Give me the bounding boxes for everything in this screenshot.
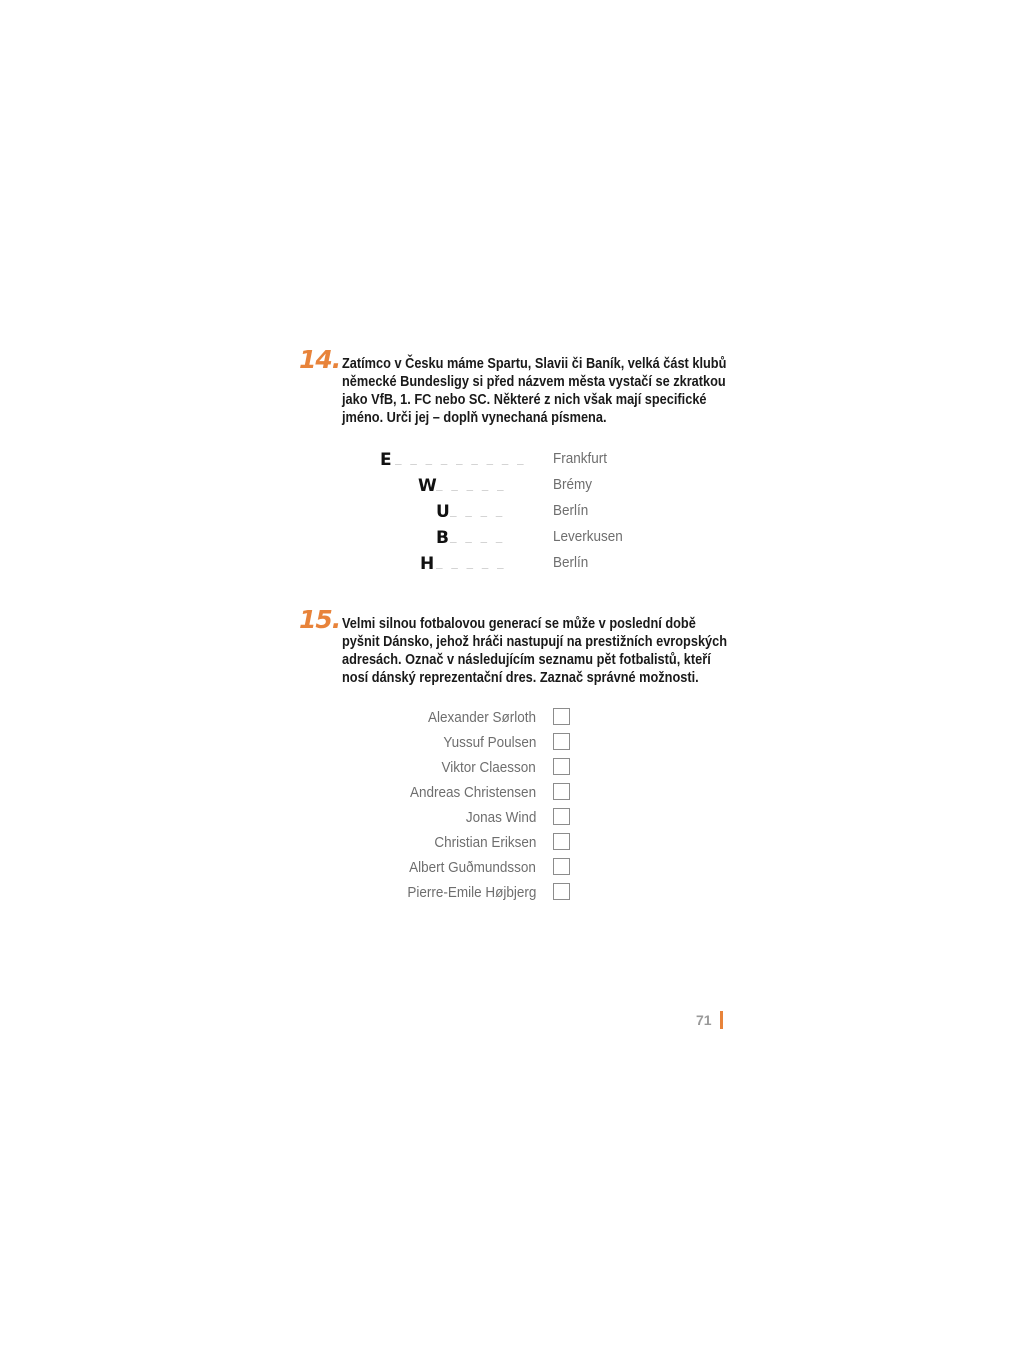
player-name: Viktor Claesson (441, 759, 536, 776)
player-name: Yussuf Poulsen (442, 734, 536, 751)
player-checkbox[interactable] (553, 758, 570, 775)
club-initial-letter: E (380, 450, 392, 470)
question-text-line: jako VfB, 1. FC nebo SC. Některé z nich však mají specifické (342, 392, 707, 408)
club-letter-blanks[interactable]: _ _ _ _ (450, 530, 504, 543)
question-15-number: 15. (299, 605, 341, 634)
question-text-line: německé Bundesligy si před názvem města vystačí se zkratkou (342, 374, 726, 390)
club-city: Brémy (553, 476, 593, 493)
club-fill-row[interactable] (0, 476, 700, 498)
club-city: Leverkusen (553, 528, 623, 545)
question-14-text (342, 355, 726, 427)
club-letter-blanks[interactable]: _ _ _ _ _ _ _ _ _ (395, 452, 525, 465)
club-fill-row[interactable] (0, 502, 700, 524)
question-14-number: 14. (299, 345, 341, 374)
page-number-accent-bar (720, 1011, 723, 1029)
club-initial-letter: W (418, 476, 437, 496)
player-checkbox[interactable] (553, 708, 570, 725)
player-name: Alexander Sørloth (427, 709, 536, 726)
player-checkbox[interactable] (553, 883, 570, 900)
club-fill-row[interactable] (0, 528, 700, 550)
player-name: Christian Eriksen (433, 834, 536, 851)
player-checkbox[interactable] (553, 808, 570, 825)
club-letter-blanks[interactable]: _ _ _ _ _ (436, 478, 505, 491)
player-checkbox[interactable] (553, 783, 570, 800)
question-text-line: adresách. Označ v následujícím seznamu pět fotbalistů, kteří (342, 652, 711, 668)
question-15-text (342, 615, 727, 687)
question-text-line: jméno. Urči jej – doplň vynechaná písmena. (342, 410, 607, 426)
question-text-line: Velmi silnou fotbalovou generací se může v poslední době (342, 616, 696, 632)
player-name: Jonas Wind (465, 809, 536, 826)
page-number: 71 (696, 1012, 712, 1028)
club-fill-row[interactable] (0, 450, 700, 472)
club-initial-letter: H (420, 554, 435, 574)
question-text-line: Zatímco v Česku máme Spartu, Slavii či Baník, velká část klubů (342, 356, 727, 372)
player-checkbox[interactable] (553, 858, 570, 875)
question-text-line: nosí dánský reprezentační dres. Zaznač správné možnosti. (342, 670, 699, 686)
player-name: Andreas Christensen (409, 784, 536, 801)
question-text-line: pyšnit Dánsko, jehož hráči nastupují na prestižních evropských (342, 634, 728, 650)
club-letter-blanks[interactable]: _ _ _ _ _ (436, 556, 505, 569)
club-city: Frankfurt (553, 450, 608, 467)
club-fill-row[interactable] (0, 554, 700, 576)
club-letter-blanks[interactable]: _ _ _ _ (450, 504, 504, 517)
club-city: Berlín (553, 502, 589, 519)
club-initial-letter: U (436, 502, 450, 522)
club-initial-letter: B (436, 528, 449, 548)
club-city: Berlín (553, 554, 589, 571)
player-name: Pierre-Emile Højbjerg (406, 884, 536, 901)
player-checkbox[interactable] (553, 833, 570, 850)
player-name: Albert Guðmundsson (409, 859, 536, 876)
player-checkbox[interactable] (553, 733, 570, 750)
